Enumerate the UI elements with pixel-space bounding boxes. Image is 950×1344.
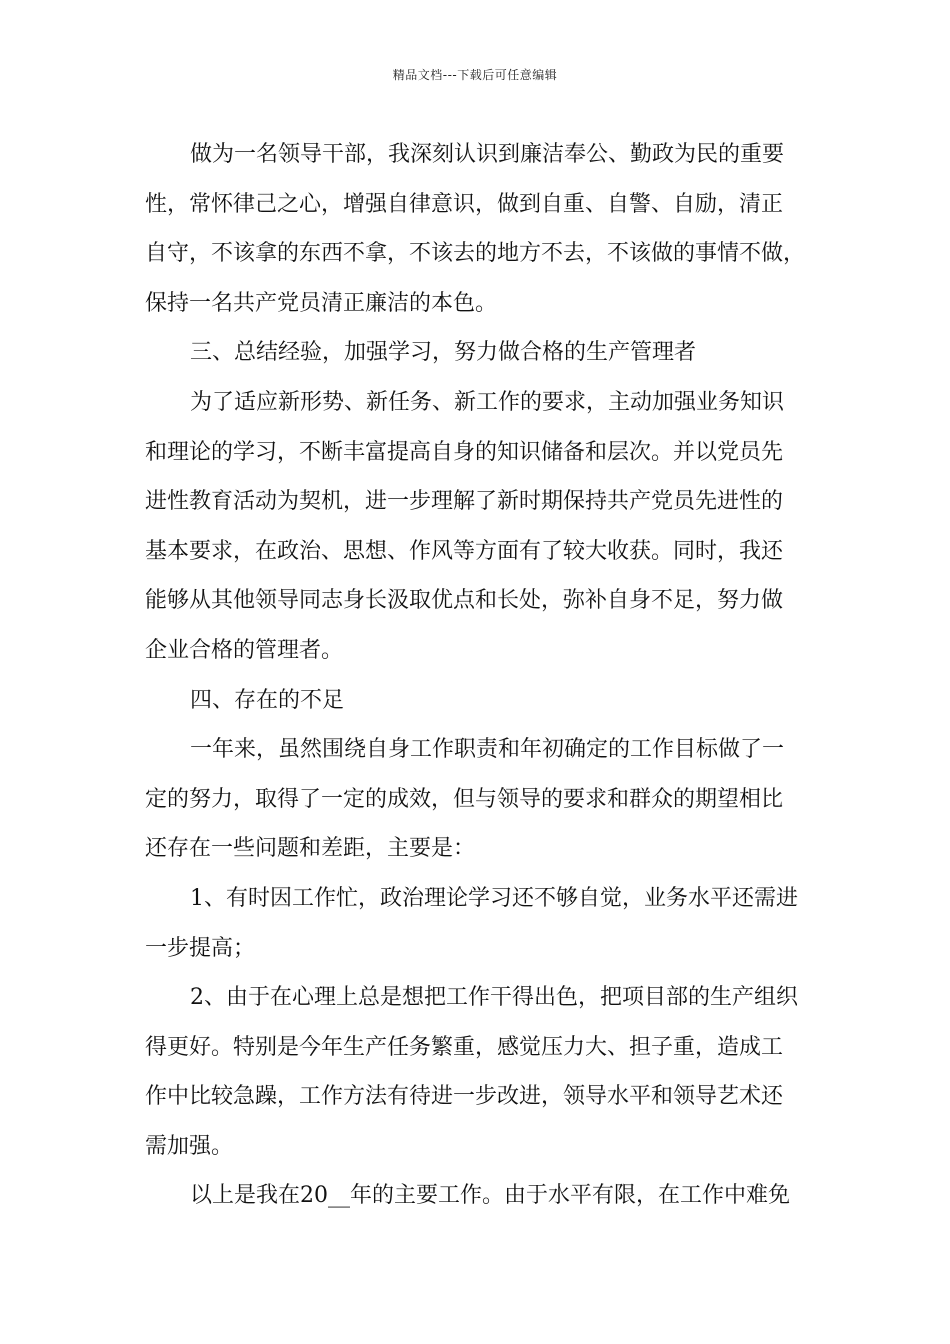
text-line: 企业合格的管理者。 (145, 637, 344, 663)
text-line: 一步提高； (145, 935, 256, 961)
text-line: 需加强。 (145, 1133, 234, 1159)
text-line: 还存在一些问题和差距，主要是： (145, 836, 476, 862)
section-heading: 三、总结经验，加强学习，努力做合格的生产管理者 (190, 340, 697, 366)
page-header: 精品文档---下载后可任意编辑 (392, 68, 558, 82)
text-line: 得更好。特别是今年生产任务繁重，感觉压力大、担子重，造成工 (145, 1034, 784, 1060)
text-line: 进性教育活动为契机，进一步理解了新时期保持共产党员先进性的 (145, 489, 784, 515)
document-body (145, 130, 815, 1221)
text-line: 为了适应新形势、新任务、新工作的要求，主动加强业务知识 (190, 389, 785, 415)
text-line: 以上是我在20__年的主要工作。由于水平有限，在工作中难免 (190, 1183, 790, 1209)
text-line: 性，常怀律己之心，增强自律意识，做到自重、自警、自励，清正 (145, 191, 784, 217)
text-line: 保持一名共产党员清正廉洁的本色。 (145, 290, 498, 316)
text-line: 定的努力，取得了一定的成效，但与领导的要求和群众的期望相比 (145, 786, 784, 812)
section-heading: 四、存在的不足 (190, 687, 345, 713)
text-line: 一年来，虽然围绕自身工作职责和年初确定的工作目标做了一 (190, 737, 785, 763)
text-line: 基本要求，在政治、思想、作风等方面有了较大收获。同时，我还 (145, 538, 784, 564)
text-line: 能够从其他领导同志身长汲取优点和长处，弥补自身不足，努力做 (145, 588, 784, 614)
text-line: 作中比较急躁，工作方法有待进一步改进，领导水平和领导艺术还 (145, 1084, 784, 1110)
text-line: 和理论的学习，不断丰富提高自身的知识储备和层次。并以党员先 (145, 439, 784, 465)
list-item-line: 2、由于在心理上总是想把工作干得出色，把项目部的生产组织 (190, 985, 798, 1011)
text-line: 做为一名领导干部，我深刻认识到廉洁奉公、勤政为民的重要 (190, 142, 785, 167)
text-line: 自守，不该拿的东西不拿，不该去的地方不去，不该做的事情不做， (145, 241, 806, 267)
list-item-line: 1、有时因工作忙，政治理论学习还不够自觉，业务水平还需进 (190, 885, 798, 911)
